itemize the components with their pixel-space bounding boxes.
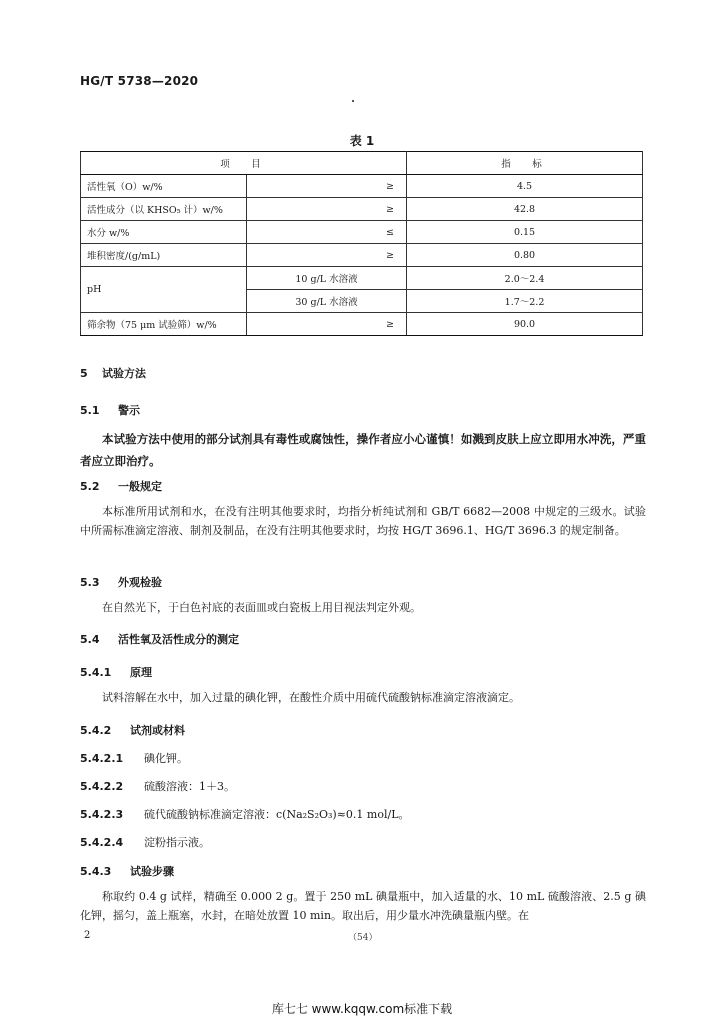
section-5-4-heading xyxy=(80,631,239,647)
ph-value-10: 2.0～2.4 xyxy=(407,267,643,290)
item-operator: ≤ xyxy=(247,221,407,244)
site-watermark: 库七七 www.kqqw.com标准下载 xyxy=(271,1002,453,1016)
general-rules-text: 本标准所用试剂和水，在没有注明其他要求时，均指分析纯试剂和 GB/T 6682—2008 中规定的三级水。试验中所需标准滴定溶液、制剂及制品，在没有注明其他要求时，均按 HG/T 3696.1、HG/T 3696.3 的规定制备。 xyxy=(80,505,646,537)
item-value: 0.80 xyxy=(407,244,643,267)
section-title: 试验步骤 xyxy=(130,865,174,878)
item-operator: ≥ xyxy=(247,313,407,336)
item-value: 42.8 xyxy=(407,198,643,221)
ph-value-30: 1.7～2.2 xyxy=(407,290,643,313)
section-number: 5.4 xyxy=(80,633,100,646)
reagent-item xyxy=(80,778,235,794)
section-5-4-3-heading xyxy=(80,863,174,879)
section-title: 一般规定 xyxy=(118,480,162,493)
reagent-item xyxy=(80,750,188,766)
section-5-heading xyxy=(80,365,146,381)
section-number: 5.2 xyxy=(80,480,100,493)
section-number: 5.4.2 xyxy=(80,724,112,737)
section-number: 5.3 xyxy=(80,576,100,589)
section-title: 活性氧及活性成分的测定 xyxy=(118,633,239,646)
item-operator: ≥ xyxy=(247,175,407,198)
item-name: 堆积密度/(g/mL) xyxy=(81,244,247,267)
item-value: 0.15 xyxy=(407,221,643,244)
table-header-row xyxy=(81,152,643,175)
ph-label: pH xyxy=(81,267,247,313)
item-operator: ≥ xyxy=(247,198,407,221)
table-row xyxy=(81,198,643,221)
table-row xyxy=(81,175,643,198)
sequence-number: （54） xyxy=(348,933,378,943)
section-5-4-1-heading xyxy=(80,664,152,680)
section-number: 5.1 xyxy=(80,404,100,417)
scan-speck xyxy=(352,100,354,102)
principle-text: 试料溶解在水中，加入过量的碘化钾，在酸性介质中用硫代硫酸钠标准滴定溶液滴定。 xyxy=(102,691,520,704)
item-value: 90.0 xyxy=(407,313,643,336)
section-5-4-2-heading xyxy=(80,722,185,738)
section-number: 5.4.3 xyxy=(80,865,112,878)
item-value: 4.5 xyxy=(407,175,643,198)
item-name: 筛余物（75 μm 试验筛）w/% xyxy=(81,313,247,336)
table-row xyxy=(81,221,643,244)
section-title: 原理 xyxy=(130,666,152,679)
section-5-2-heading xyxy=(80,478,162,494)
item-number: 5.4.2.1 xyxy=(80,752,124,765)
table-caption: 表 1 xyxy=(349,134,375,148)
reagent-item xyxy=(80,806,410,822)
item-text: 硫代硫酸钠标准滴定溶液：c(Na₂S₂O₃)≈0.1 mol/L。 xyxy=(144,808,410,821)
procedure-text: 称取约 0.4 g 试样，精确至 0.000 2 g。置于 250 mL 碘量瓶中，加入适量的水、10 mL 硫酸溶液、2.5 g 碘化钾，摇匀，盖上瓶塞，水封，在暗处放置 10 min。取出后，用少量水冲洗碘量瓶内壁。在 xyxy=(80,890,646,922)
spec-table xyxy=(80,151,643,336)
item-name: 活性氧（O）w/% xyxy=(81,175,247,198)
col-item-header: 项 目 xyxy=(81,152,407,175)
section-title: 试验方法 xyxy=(102,367,146,380)
item-text: 碘化钾。 xyxy=(144,752,188,765)
item-text: 硫酸溶液：1＋3。 xyxy=(144,780,235,793)
section-number: 5.4.1 xyxy=(80,666,112,679)
reagent-item xyxy=(80,834,210,850)
item-text: 淀粉指示液。 xyxy=(144,836,210,849)
item-number: 5.4.2.3 xyxy=(80,808,124,821)
item-name: 活性成分（以 KHSO₅ 计）w/% xyxy=(81,198,247,221)
section-title: 警示 xyxy=(118,404,140,417)
section-5-3-heading xyxy=(80,574,162,590)
appearance-text: 在自然光下，于白色衬底的表面皿或白瓷板上用目视法判定外观。 xyxy=(102,601,421,614)
item-number: 5.4.2.4 xyxy=(80,836,124,849)
section-5-1-heading xyxy=(80,402,140,418)
col-spec-header: 指 标 xyxy=(407,152,643,175)
item-number: 5.4.2.2 xyxy=(80,780,124,793)
item-name: 水分 w/% xyxy=(81,221,247,244)
section-title: 外观检验 xyxy=(118,576,162,589)
ph-sub-10: 10 g/L 水溶液 xyxy=(247,267,407,290)
item-operator: ≥ xyxy=(247,244,407,267)
section-number: 5 xyxy=(80,367,88,380)
table-row xyxy=(81,244,643,267)
table-row xyxy=(81,313,643,336)
ph-sub-30: 30 g/L 水溶液 xyxy=(247,290,407,313)
warning-text: 本试验方法中使用的部分试剂具有毒性或腐蚀性，操作者应小心谨慎！如溅到皮肤上应立即用水冲洗，严重者应立即治疗。 xyxy=(80,432,646,468)
standard-code: HG/T 5738—2020 xyxy=(80,74,199,88)
table-row-ph xyxy=(81,267,643,290)
section-title: 试剂或材料 xyxy=(130,724,185,737)
page-number: 2 xyxy=(84,930,91,941)
